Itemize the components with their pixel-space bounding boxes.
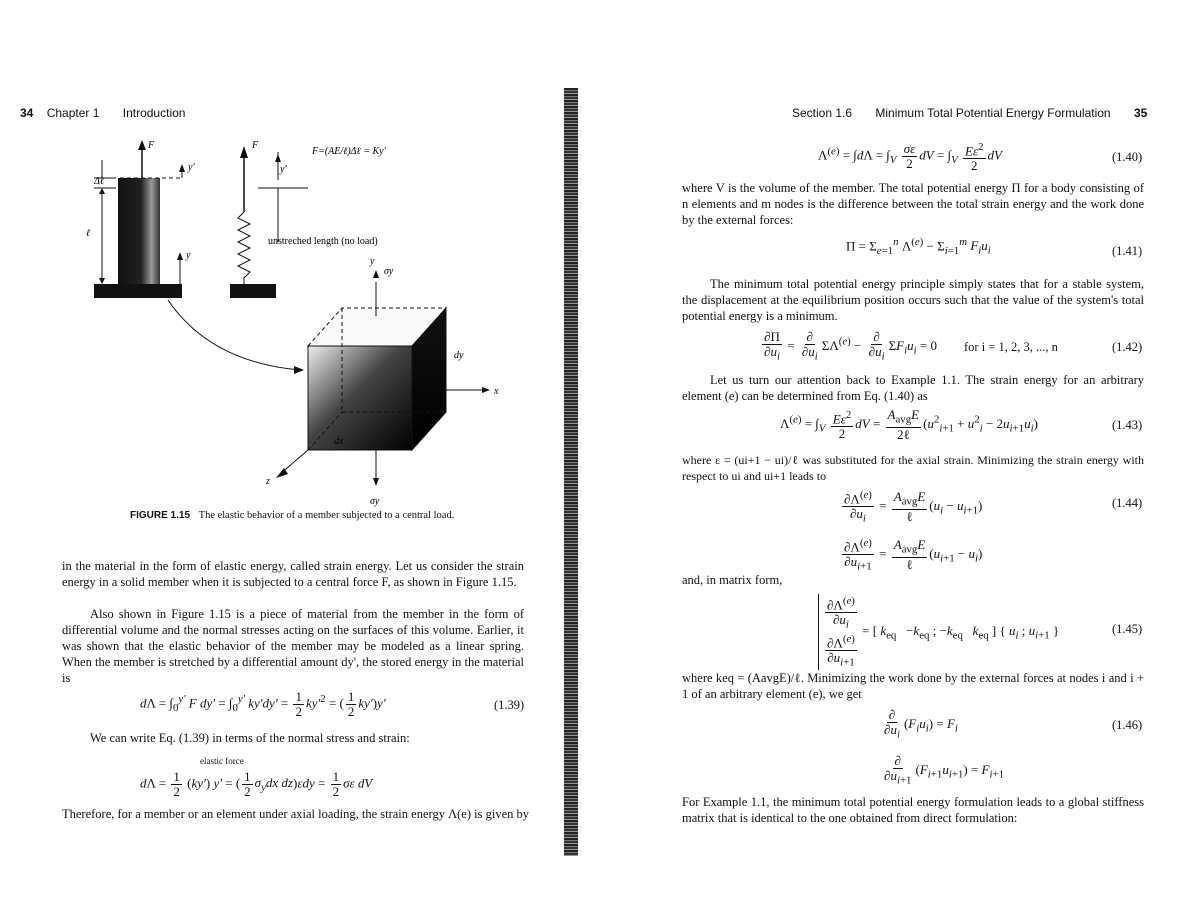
right-para-3: Let us turn our attention back to Example 1.1. The strain energy for an arbitrary element (e) can be determined from Eq. (1.40) as: [682, 373, 1144, 403]
chapter-title: Introduction: [122, 106, 186, 120]
section-title: Minimum Total Potential Energy Formulation: [875, 106, 1111, 120]
left-para-1: in the material in the form of elastic energy, called strain energy. Let us consider the strain energy in a solid member when it is subjected to a central force F, as shown in Figure 1.15.: [62, 559, 524, 589]
equation-1-41: $\Pi = \Sigma_{e=1}^n$ $\Lambda^{(e)} - \Sigma_{i=1}^m$ $F_iu_i$: [846, 236, 991, 257]
caption-text: The elastic behavior of a member subjected to a central load.: [198, 510, 455, 521]
equation-1-45-number: (1.45): [1112, 622, 1143, 636]
equation-1-41-number: (1.41): [1112, 244, 1143, 258]
member-bar: [118, 178, 160, 284]
y-axis-label: y: [370, 256, 375, 267]
right-para-4: where ε = (ui+1 − ui)/ℓ was substituted for the axial strain. Minimizing the strain energy with respect to ui and ui+1 leads to: [682, 453, 1144, 483]
sigma-y-top: σy: [384, 266, 394, 277]
x-axis-label: x: [494, 386, 499, 397]
sigma-y-bottom: σy: [370, 496, 380, 507]
right-para-6: where keq = (AavgE)/ℓ. Minimizing the work done by the external forces at nodes i and i + 1 of an arbitrary element (e), we get: [682, 671, 1144, 701]
left-para-2: Also shown in Figure 1.15 is a piece of material from the member in the form of differential volume and the normal stresses acting on the surfaces of this volume. Earlier, it was shown that the elastic behavior of the member may be modeled as a linear spring. When the member is stretched by a differential amount dy', the stored energy in the material is: [62, 607, 524, 685]
y-prime-label-1: y': [188, 162, 195, 173]
dy-label: dy: [454, 350, 464, 361]
equation-1-43-number: (1.43): [1112, 418, 1143, 432]
equation-1-42-number: (1.42): [1112, 340, 1143, 354]
equation-1-46-number: (1.46): [1112, 718, 1143, 732]
left-para-4: Therefore, for a member or an element under axial loading, the strain energy Λ(e) is given by: [62, 807, 529, 821]
equation-1-40: $\Lambda^{(e)} = \int d\Lambda = \int_V$ $\frac{\sigma\varepsilon}{2}$ dV = $\int_V$ $\frac{E\varepsilon^2}{2}$ dV: [818, 141, 1002, 174]
figure-1-15: [80, 132, 520, 510]
equation-1-46: $\frac{\partial}{\partial u_i}$ $(F_iu_i) = F_i$ $\frac{\partial}{\partial u_{i+1}}$ $(F_{i+1}u_{i+1}) = F_{i+1}$: [884, 707, 1005, 787]
equation-1-39: $d\Lambda = \int_0^{y'}$ F $dy' = \int_0^{y'}$ ky'dy' = $\frac{1}{2}$ $ky'^2$ = ( $\frac{1}{2}$ ky')y': [140, 689, 386, 719]
dz-label: dz: [420, 418, 429, 429]
right-para-2: The minimum total potential energy principle simply states that for a stable system, the displacement at the equilibrium position occurs such that the value of the system's total potential energy is a minimum.: [682, 277, 1144, 323]
equation-1-44-number: (1.44): [1112, 496, 1143, 510]
right-para-7: For Example 1.1, the minimum total potential energy formulation leads to a global stiffness matrix that is identical to the one obtained from direct formulation:: [682, 795, 1144, 825]
formula-label: F=(AE/ℓ)Δℓ = Ky': [312, 146, 386, 157]
unstretched-label: unstreched length (no load): [268, 236, 378, 247]
right-page-number: 35: [1133, 106, 1148, 120]
right-running-header: [792, 106, 1147, 120]
dx-label: dx: [334, 436, 344, 447]
left-page-number: 34: [20, 106, 34, 120]
figure-caption: [130, 510, 454, 521]
force-label-1: F: [148, 140, 155, 151]
delta-l-label: Δℓ: [94, 176, 105, 187]
z-axis-label: z: [266, 476, 270, 487]
equation-1-43: $\Lambda^{(e)} = \int_V$ $\frac{E\varepsilon^2}{2}$ dV = $\frac{A_{avg}E}{\text{2ℓ}}$ $(u^2_{i+1} + u^2_i - 2u_{i+1}u_i)$: [780, 407, 1038, 442]
equation-1-40-number: (1.40): [1112, 150, 1143, 164]
y-prime-label-2: y': [280, 164, 287, 175]
equation-1-44: $\frac{\partial\Lambda^{(e)}}{\partial u_i}$ = $\frac{A_{avg}E}{\text{ℓ}}$ $(u_i - u_{i+1})$ $\frac{\partial\Lambda^{(e)}}{\partial u_{i+1}}$ = $\frac{A_{avg}E}{\text{ℓ}}$ $(u_{i+1} - u_i)$: [844, 489, 983, 573]
length-label: ℓ: [86, 228, 91, 239]
right-para-5: and, in matrix form,: [682, 573, 783, 587]
bar-support: [94, 284, 182, 298]
elastic-force-label: elastic force: [200, 756, 244, 766]
equation-1-39-number: (1.39): [494, 698, 525, 712]
equation-1-42: $\frac{\partial\Pi}{\partial u_i}$ = $\frac{\partial}{\partial u_i}$ $\Sigma\Lambda^{(e)}$ − $\frac{\partial}{\partial u_i}$ $\Sigma F_iu_i = 0$: [764, 329, 937, 363]
caption-label: FIGURE 1.15: [130, 510, 191, 521]
chapter-label: Chapter 1: [46, 106, 100, 120]
left-para-3: We can write Eq. (1.39) in terms of the normal stress and strain:: [90, 731, 410, 745]
right-para-1: where V is the volume of the member. The total potential energy Π for a body consisting of n elements and m nodes is the difference between the total strain energy and the work done by the external forces:: [682, 181, 1144, 227]
equation-stress-strain: dΛ = $\frac{1}{2}$ (ky') y' = ( $\frac{1}{2}$ $\sigma_ydx$ dz)εdy = $\frac{1}{2}$ σε dV: [140, 769, 373, 799]
left-running-header: [20, 106, 185, 120]
y-label-1: y: [186, 250, 191, 261]
section-label: Section 1.6: [792, 106, 853, 120]
book-spine: [564, 88, 578, 856]
spring-support: [230, 284, 276, 298]
equation-1-42-condition: for i = 1, 2, 3, ..., n: [964, 340, 1058, 354]
force-label-2: F: [252, 140, 259, 151]
equation-1-45: $\frac{\partial\Lambda^{(e)}}{\partial u_i}$ $\frac{\partial\Lambda^{(e)}}{\partial u_{i+1}}$ = [ $k_{eq} -k_{eq}$ ; $-k_{eq}$ $k_{eq}$ ] { $u_i$ ; $u_{i+1}$ }: [818, 594, 1059, 670]
